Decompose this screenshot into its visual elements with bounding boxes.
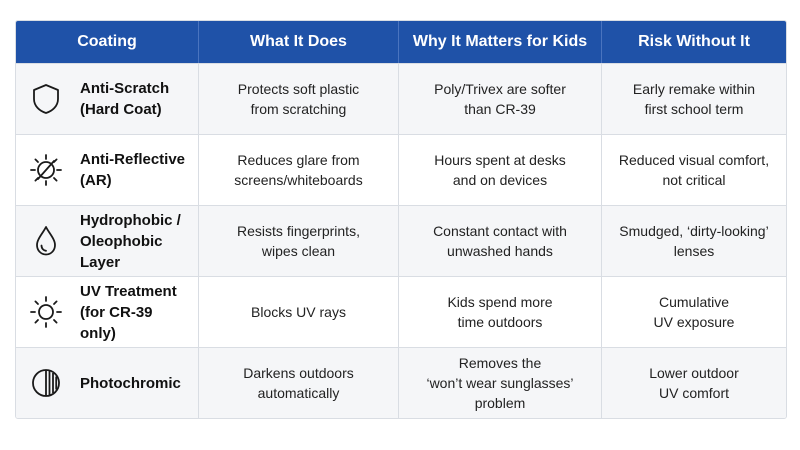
why-it-matters: Constant contact with unwashed hands [399, 206, 602, 276]
water-drop-icon [28, 223, 64, 259]
header-coating: Coating [16, 21, 199, 63]
why-it-matters: Kids spend more time outdoors [399, 277, 602, 347]
risk-without-it: Early remake within first school term [632, 81, 756, 117]
header-why-it-matters: Why It Matters for Kids [399, 21, 602, 63]
risk-without-it: Cumulative UV exposure [653, 294, 735, 330]
coating-cell [16, 135, 199, 205]
shield-icon [28, 81, 64, 117]
coating-name: Photochromic [80, 374, 181, 392]
what-it-does: Darkens outdoors automatically [199, 348, 399, 418]
what-it-does: Reduces glare from screens/whiteboards [199, 135, 399, 205]
header-risk: Risk Without It [638, 33, 750, 50]
table-row [16, 347, 786, 418]
what-it-does: Resists fingerprints, wipes clean [199, 206, 399, 276]
coating-name: UV Treatment (for CR-39 only) [80, 282, 177, 342]
coating-cell [16, 206, 199, 276]
what-it-does: Blocks UV rays [199, 277, 399, 347]
coating-name: Anti-Reflective (AR) [80, 151, 186, 189]
coating-name: Hydrophobic / Oleophobic Layer [80, 211, 181, 271]
photochromic-circle-icon [28, 365, 64, 401]
why-it-matters: Poly/Trivex are softer than CR-39 [399, 64, 602, 134]
risk-without-it: Lower outdoor UV comfort [649, 365, 739, 401]
table-header [16, 21, 786, 63]
coating-cell [16, 277, 199, 347]
glare-slash-icon [28, 152, 64, 188]
table-row [16, 205, 786, 276]
sun-icon [28, 294, 64, 330]
coating-cell [16, 64, 199, 134]
what-it-does: Protects soft plastic from scratching [199, 64, 399, 134]
coating-name: Anti-Scratch (Hard Coat) [80, 80, 170, 118]
risk-without-it: Reduced visual comfort, not critical [618, 152, 770, 188]
coating-cell [16, 348, 199, 418]
header-what-it-does: What It Does [199, 21, 399, 63]
coatings-table [15, 20, 787, 419]
table-row [16, 134, 786, 205]
table-row [16, 63, 786, 134]
risk-without-it: Smudged, ‘dirty-looking’ lenses [619, 223, 769, 259]
why-it-matters: Removes the ‘won’t wear sunglasses’ problem [399, 348, 602, 418]
why-it-matters: Hours spent at desks and on devices [399, 135, 602, 205]
table-row [16, 276, 786, 347]
